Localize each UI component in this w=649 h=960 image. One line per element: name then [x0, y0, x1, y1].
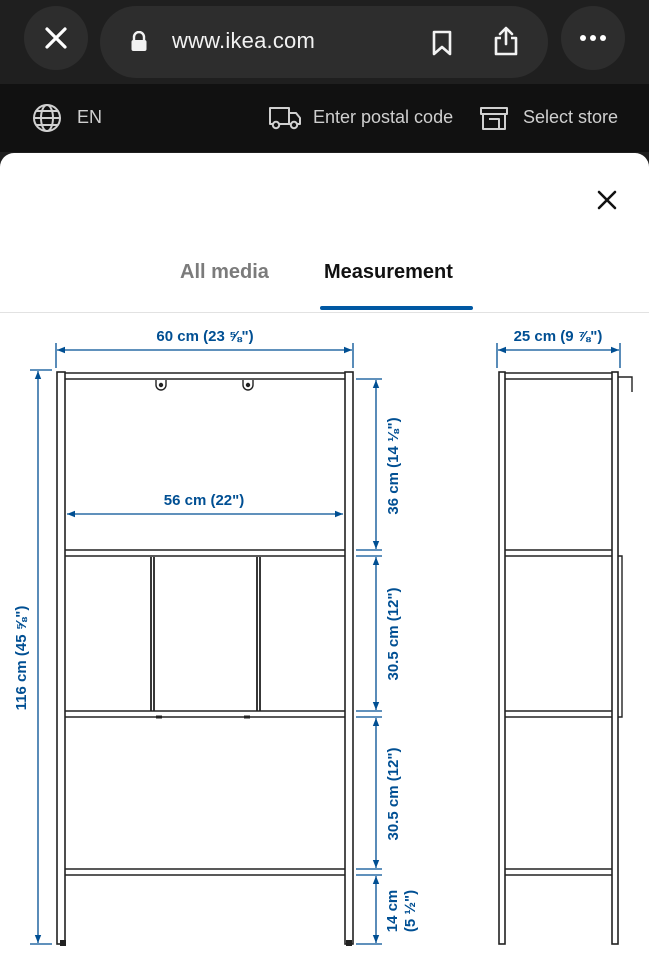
section-3-label: 30.5 cm (12"): [385, 747, 402, 841]
total-height-label: 116 cm (45 ⅝"): [13, 605, 30, 711]
shelves: [65, 373, 345, 875]
section-4-label-line2: (5 ½"): [402, 889, 419, 933]
dimension-lines: [30, 343, 620, 944]
front-view: [57, 372, 353, 946]
tab-measurement[interactable]: Measurement: [324, 261, 453, 283]
url-text: www.ikea.com: [172, 28, 315, 53]
side-back-post: [612, 372, 618, 944]
left-post: [57, 372, 65, 944]
section-2-label: 30.5 cm (12"): [385, 587, 402, 681]
store-label: Select store: [523, 107, 619, 127]
section-4-label-line1: 14 cm: [384, 889, 401, 933]
right-post: [345, 372, 353, 944]
side-view: [499, 372, 632, 944]
language-label: EN: [77, 107, 103, 127]
side-front-post: [499, 372, 505, 944]
depth-label: 25 cm (9 ⅞"): [513, 328, 603, 345]
postal-code-label: Enter postal code: [313, 107, 454, 127]
inner-width-label: 56 cm (22"): [163, 492, 245, 509]
wall-brackets: [156, 380, 253, 390]
tab-all-media[interactable]: All media: [180, 261, 269, 283]
section-1-label: 36 cm (14 ⅛"): [385, 417, 402, 515]
middle-dividers: [151, 557, 260, 717]
total-width-label: 60 cm (23 ⅝"): [156, 328, 254, 345]
